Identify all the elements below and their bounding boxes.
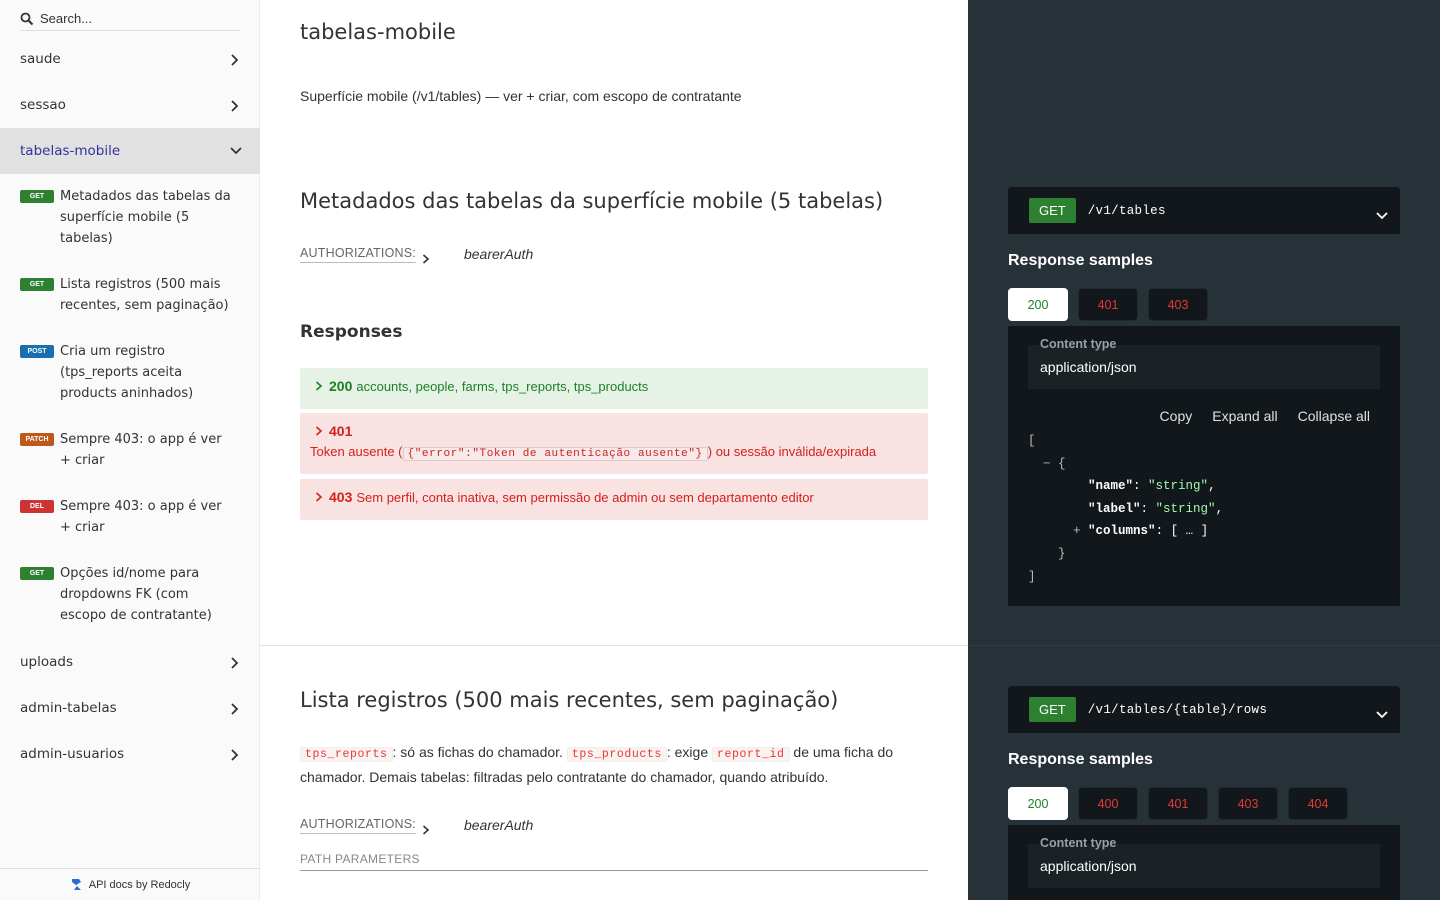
operation-title: Metadados das tabelas da superfície mobile (5 tabelas) (300, 189, 884, 213)
response-samples-title: Response samples (1008, 252, 1153, 269)
method-badge: GET (20, 190, 54, 203)
sidebar-op-label: Sempre 403: o app é ver + criar (60, 499, 222, 535)
method-badge: GET (20, 567, 54, 580)
chevron-right-icon (315, 424, 323, 434)
response-code: 200 (329, 378, 353, 394)
response-code: 401 (329, 423, 353, 439)
response-samples-title: Response samples (1008, 751, 1153, 768)
tab-403[interactable]: 403 (1218, 787, 1278, 820)
http-method-pill: GET (1029, 697, 1076, 722)
endpoint-path: /v1/tables/{table}/rows (1087, 702, 1268, 717)
redocly-footer-link[interactable] (0, 868, 260, 900)
content-type-box (1028, 836, 1380, 888)
response-text: accounts, people, farms, tps_reports, tps_products (356, 379, 649, 394)
response-text: Sem perfil, conta inativa, sem permissão de admin ou sem departamento editor (356, 490, 814, 505)
json-sample: [ − { "name": "string", "label": "string", + "columns": [ … ] } ] (1028, 434, 1224, 584)
expand-all-button[interactable]: Expand all (1212, 408, 1278, 424)
chevron-down-icon (1376, 206, 1388, 216)
content-type-value: application/json (1040, 858, 1137, 874)
sidebar-group-label: admin-tabelas (20, 700, 117, 716)
search-input[interactable] (40, 11, 230, 26)
operation-description (300, 741, 920, 788)
sidebar-op-label: Metadados das tabelas da superfície mobile (5 tabelas) (60, 189, 231, 246)
redocly-logo-icon (70, 878, 83, 891)
chevron-right-icon (230, 703, 240, 713)
sidebar-group-saude[interactable] (0, 36, 260, 82)
sidebar-group-uploads[interactable] (0, 639, 260, 685)
expand-toggle[interactable]: + (1073, 524, 1081, 539)
endpoint-toggle[interactable] (1008, 187, 1400, 234)
response-tabs (1008, 787, 1358, 820)
method-badge: POST (20, 345, 54, 358)
inline-code: report_id (712, 747, 790, 762)
response-sample-panel (1008, 326, 1400, 606)
tab-400[interactable]: 400 (1078, 787, 1138, 820)
sidebar (0, 0, 260, 900)
content-type-value: application/json (1040, 359, 1137, 375)
sidebar-group-label: admin-usuarios (20, 746, 125, 762)
content-type-label: Content type (1040, 836, 1117, 850)
response-code-snippet: {"error":"Token de autenticação ausente"} (403, 447, 708, 461)
sidebar-group-label: tabelas-mobile (20, 143, 121, 159)
description-text: : exige (666, 744, 709, 760)
chevron-right-icon (422, 820, 430, 830)
content-type-box (1028, 337, 1380, 389)
sidebar-op-get-lista[interactable] (0, 274, 260, 316)
inline-code: tps_products (567, 747, 667, 762)
sidebar-op-label: Lista registros (500 mais recentes, sem paginação) (60, 277, 229, 313)
tab-401[interactable]: 401 (1078, 288, 1138, 321)
tab-404[interactable]: 404 (1288, 787, 1348, 820)
collapse-toggle[interactable]: − (1043, 456, 1051, 471)
section-divider (260, 645, 968, 646)
chevron-right-icon (230, 749, 240, 759)
right-divider (968, 645, 1440, 646)
main-content (260, 0, 968, 900)
response-sample-panel (1008, 825, 1400, 900)
sidebar-group-tabelas-mobile[interactable] (0, 128, 260, 174)
sidebar-group-admin-usuarios[interactable] (0, 731, 260, 777)
sidebar-op-patch[interactable] (0, 429, 260, 471)
chevron-down-icon (1376, 705, 1388, 715)
sidebar-op-get-opcoes[interactable] (0, 563, 260, 626)
response-code: 403 (329, 489, 353, 505)
authorizations-label: AUTHORIZATIONS: (300, 246, 416, 263)
footer-text: API docs by Redocly (88, 878, 191, 891)
sidebar-op-delete[interactable] (0, 496, 260, 538)
chevron-right-icon (422, 249, 430, 259)
content-type-label: Content type (1040, 337, 1117, 351)
sidebar-group-admin-tabelas[interactable] (0, 685, 260, 731)
tab-200[interactable]: 200 (1008, 288, 1068, 321)
sidebar-group-label: saude (20, 51, 61, 67)
tag-description: Superfície mobile (/v1/tables) — ver + criar, com escopo de contratante (300, 88, 742, 104)
method-badge: DEL (20, 500, 54, 513)
chevron-down-icon (230, 146, 240, 156)
chevron-right-icon (230, 657, 240, 667)
tab-403[interactable]: 403 (1148, 288, 1208, 321)
http-method-pill: GET (1029, 198, 1076, 223)
responses-title: Responses (300, 322, 403, 342)
tab-401[interactable]: 401 (1148, 787, 1208, 820)
method-badge: PATCH (20, 433, 54, 446)
copy-button[interactable]: Copy (1159, 408, 1193, 424)
search-bar (20, 6, 240, 31)
response-401[interactable] (300, 413, 928, 474)
sidebar-op-label: Opções id/nome para dropdowns FK (com escopo de contratante) (60, 566, 212, 623)
response-text: Token ausente ( (310, 444, 403, 459)
authorizations-value: bearerAuth (463, 817, 534, 833)
authorizations-value: bearerAuth (463, 246, 534, 262)
response-tabs (1008, 288, 1218, 321)
sidebar-group-label: sessao (20, 97, 66, 113)
json-controls (1160, 408, 1370, 424)
endpoint-path: /v1/tables (1087, 203, 1166, 218)
response-200[interactable] (300, 368, 928, 409)
sidebar-op-label: Cria um registro (tps_reports aceita products aninhados) (60, 344, 194, 401)
authorizations-row[interactable] (300, 813, 940, 837)
sidebar-group-sessao[interactable] (0, 82, 260, 128)
chevron-right-icon (315, 379, 323, 389)
tab-200[interactable]: 200 (1008, 787, 1068, 820)
sidebar-op-label: Sempre 403: o app é ver + criar (60, 432, 222, 468)
sidebar-op-get-metadados[interactable] (0, 186, 260, 249)
response-403[interactable] (300, 479, 928, 520)
description-text: : só as fichas do chamador. (392, 744, 563, 760)
sidebar-group-label: uploads (20, 654, 74, 670)
response-text: ) ou sessão inválida/expirada (707, 444, 877, 459)
sidebar-op-post-cria[interactable] (0, 341, 260, 404)
chevron-right-icon (230, 100, 240, 110)
chevron-right-icon (230, 54, 240, 64)
tag-title: tabelas-mobile (300, 20, 456, 44)
authorizations-label: AUTHORIZATIONS: (300, 817, 416, 834)
endpoint-toggle[interactable] (1008, 686, 1400, 733)
inline-code: tps_reports (300, 747, 393, 762)
authorizations-row[interactable] (300, 242, 940, 266)
method-badge: GET (20, 278, 54, 291)
operation-title: Lista registros (500 mais recentes, sem paginação) (300, 688, 839, 712)
right-panel (968, 0, 1440, 900)
chevron-right-icon (315, 490, 323, 500)
search-icon (20, 11, 34, 25)
collapse-all-button[interactable]: Collapse all (1297, 408, 1370, 424)
path-parameters-header: PATH PARAMETERS (300, 852, 928, 871)
description-text: de uma ficha do chamador. Demais tabelas: filtradas pelo contratante do chamador, quando atribuído. (300, 744, 894, 785)
